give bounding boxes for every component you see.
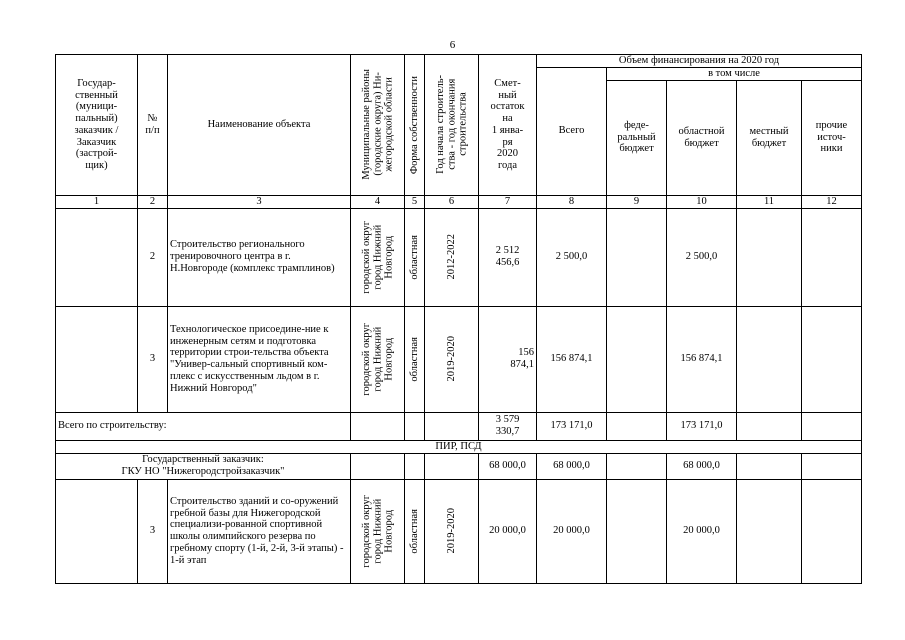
row-num: 3 bbox=[138, 306, 168, 412]
years-cell: 2019-2020 bbox=[425, 479, 479, 583]
column-number: 12 bbox=[802, 195, 862, 208]
column-number: 10 bbox=[667, 195, 737, 208]
years-cell: 2019-2020 bbox=[425, 306, 479, 412]
balance-cell: 3 579 330,7 bbox=[479, 412, 537, 440]
header-other: прочие источ- ники bbox=[802, 80, 862, 195]
total-cell: 173 171,0 bbox=[537, 412, 607, 440]
header-total: Всего bbox=[537, 67, 607, 195]
regional-cell: 68 000,0 bbox=[667, 453, 737, 479]
table-row bbox=[56, 306, 862, 412]
ownership-cell: областная bbox=[405, 208, 425, 306]
balance-cell: 20 000,0 bbox=[479, 479, 537, 583]
regional-cell: 20 000,0 bbox=[667, 479, 737, 583]
header-num: № п/п bbox=[138, 55, 168, 196]
header-years: Год начала строитель- ства - год окончания строительства bbox=[425, 55, 479, 196]
total-cell: 68 000,0 bbox=[537, 453, 607, 479]
column-number: 4 bbox=[351, 195, 405, 208]
total-cell: 156 874,1 bbox=[537, 306, 607, 412]
district-cell: городской округ город Нижний Новгород bbox=[351, 479, 405, 583]
header-balance: Смет- ный остаток на 1 янва- ря 2020 года bbox=[479, 55, 537, 196]
header-local: местный бюджет bbox=[737, 80, 802, 195]
column-number: 7 bbox=[479, 195, 537, 208]
section-title: ПИР, ПСД bbox=[56, 440, 862, 453]
header-including: в том числе bbox=[607, 67, 862, 80]
column-number: 8 bbox=[537, 195, 607, 208]
years-cell: 2012-2022 bbox=[425, 208, 479, 306]
column-number: 6 bbox=[425, 195, 479, 208]
balance-cell: 156 874,1 bbox=[479, 306, 537, 412]
regional-cell: 156 874,1 bbox=[667, 306, 737, 412]
header-ownership: Форма собственности bbox=[405, 55, 425, 196]
object-name: Строительство зданий и со-оружений гребной базы для Нижегородской специализи-рованной спортивной школы олимпийского резерва по гребному спорту (1-й, 2-й, 3-й этапы) - 1-й этап bbox=[168, 479, 351, 583]
column-number: 9 bbox=[607, 195, 667, 208]
total-row bbox=[56, 412, 862, 440]
total-label: Всего по строительству: bbox=[56, 412, 351, 440]
header-customer: Государ- ственный (муници- пальный) заказчик / Заказчик (застрой- щик) bbox=[56, 55, 138, 196]
column-numbers-row bbox=[56, 195, 862, 208]
regional-cell: 2 500,0 bbox=[667, 208, 737, 306]
header-district: Муниципальные районы (городские округа) Ни- жегородской области bbox=[351, 55, 405, 196]
district-cell: городской округ город Нижний Новгород bbox=[351, 208, 405, 306]
total-cell: 20 000,0 bbox=[537, 479, 607, 583]
ownership-cell: областная bbox=[405, 306, 425, 412]
page-number: 6 bbox=[449, 39, 456, 51]
customer-label: Государственный заказчик: ГКУ НО "Нижегородстройзаказчик" bbox=[56, 453, 351, 479]
district-cell: городской округ город Нижний Новгород bbox=[351, 306, 405, 412]
customer-row bbox=[56, 453, 862, 479]
header-federal: феде- ральный бюджет bbox=[607, 80, 667, 195]
object-name: Строительство регионального тренировочного центра в г. Н.Новгороде (комплекс трамплинов) bbox=[168, 208, 351, 306]
ownership-cell: областная bbox=[405, 479, 425, 583]
column-number: 1 bbox=[56, 195, 138, 208]
column-number: 3 bbox=[168, 195, 351, 208]
balance-cell: 2 512 456,6 bbox=[479, 208, 537, 306]
total-cell: 2 500,0 bbox=[537, 208, 607, 306]
regional-cell: 173 171,0 bbox=[667, 412, 737, 440]
financing-table bbox=[55, 54, 862, 584]
column-number: 2 bbox=[138, 195, 168, 208]
table-row bbox=[56, 208, 862, 306]
column-number: 11 bbox=[737, 195, 802, 208]
header-regional: областной бюджет bbox=[667, 80, 737, 195]
header-object: Наименование объекта bbox=[168, 55, 351, 196]
column-number: 5 bbox=[405, 195, 425, 208]
balance-cell: 68 000,0 bbox=[479, 453, 537, 479]
row-num: 3 bbox=[138, 479, 168, 583]
object-name: Технологическое присоедине-ние к инженерным сетям и подготовка территории строи-тельства объекта "Универ-сальный спортивный ком-плекс с искусственным льдом в г. Нижний Новгород" bbox=[168, 306, 351, 412]
table-row bbox=[56, 479, 862, 583]
section-row bbox=[56, 440, 862, 453]
row-num: 2 bbox=[138, 208, 168, 306]
header-funding: Объем финансирования на 2020 год bbox=[537, 55, 862, 68]
